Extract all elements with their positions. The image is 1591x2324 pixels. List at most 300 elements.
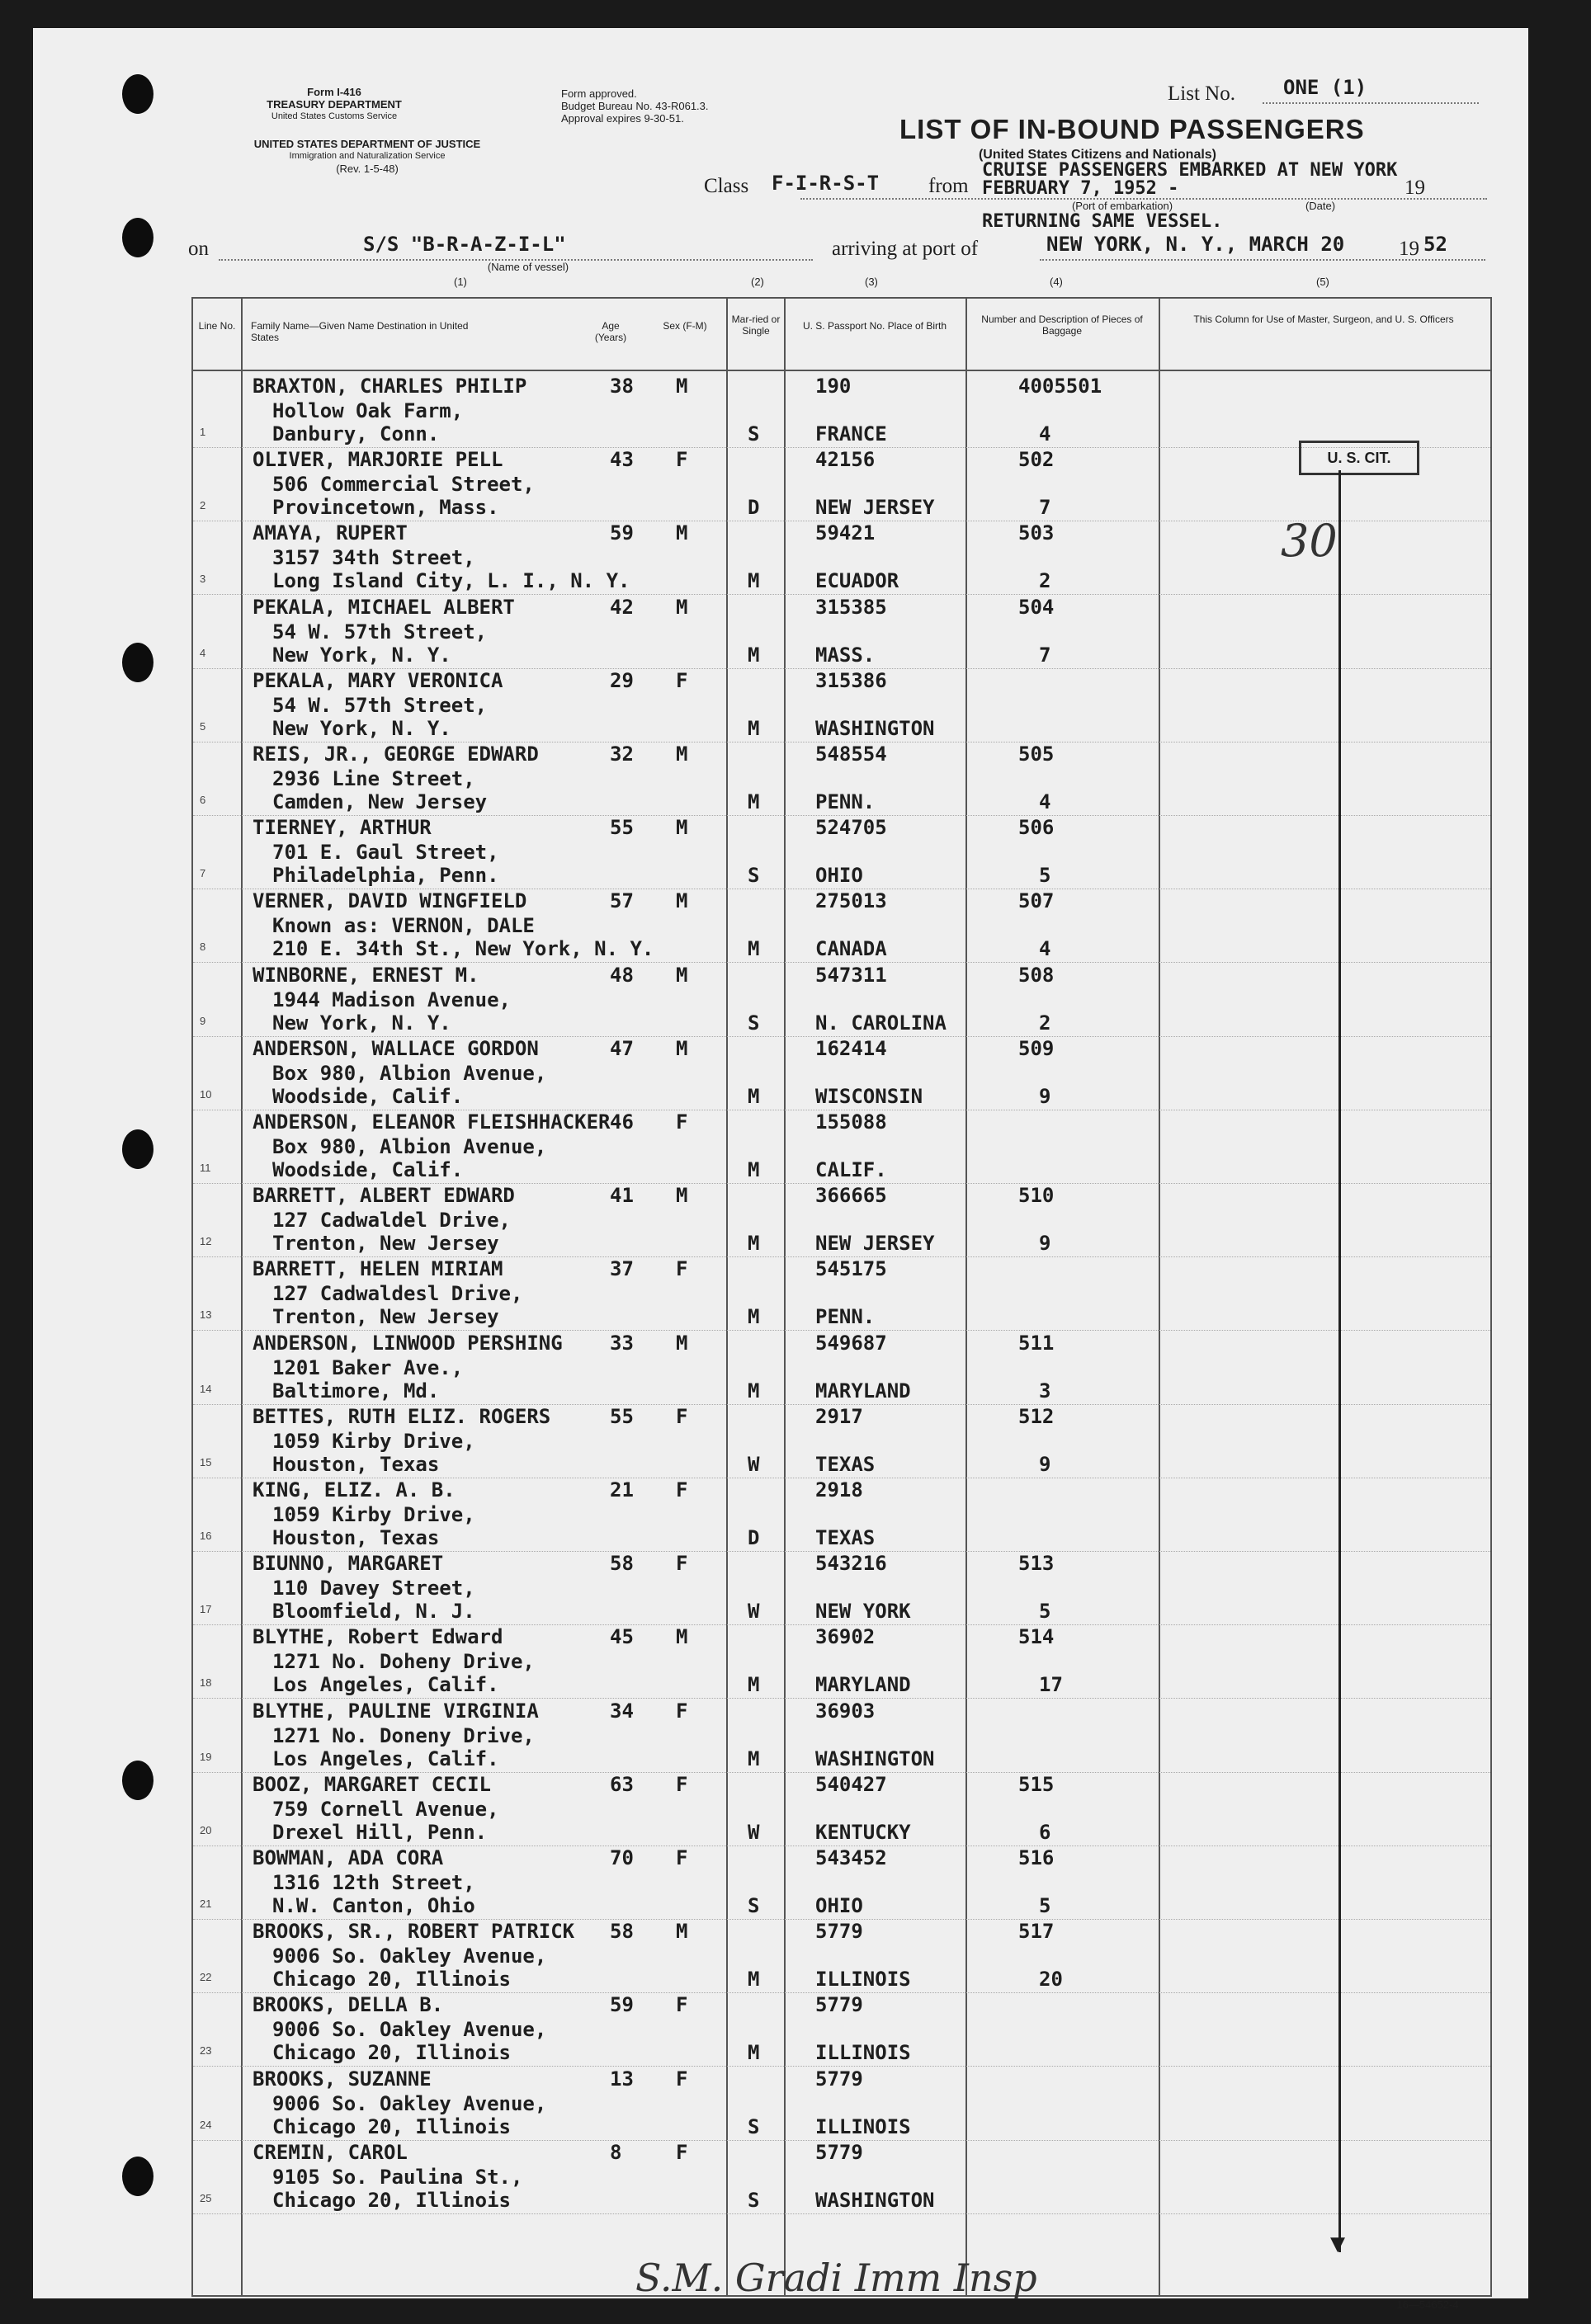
row-line-number: 17 [200, 1603, 212, 1616]
passenger-sex: F [676, 1552, 688, 1576]
row-line-number: 13 [200, 1308, 212, 1322]
address-line2: N.W. Canton, Ohio [272, 1894, 475, 1917]
row-line-number: 9 [200, 1014, 206, 1027]
address-line1: 506 Commercial Street, [272, 473, 535, 497]
place-of-birth: NEW JERSEY [815, 1232, 935, 1256]
passenger-name: PEKALA, MARY VERONICA [253, 668, 503, 692]
passenger-name: BETTES, RUTH ELIZ. ROGERS [253, 1404, 551, 1428]
marital-status: M [748, 937, 760, 961]
footer-code: 16—54652-4 [1396, 2298, 1459, 2311]
place-of-birth: WASHINGTON [815, 716, 935, 740]
binder-hole [122, 74, 153, 114]
place-of-birth: MARYLAND [815, 1379, 911, 1402]
baggage-pieces: 6 [1039, 1820, 1051, 1844]
marital-status: S [748, 422, 760, 445]
passenger-sex: F [676, 1846, 688, 1869]
marital-status: W [748, 1600, 760, 1624]
passenger-name: BROOKS, SUZANNE [253, 2067, 432, 2091]
passenger-name: BRAXTON, CHARLES PHILIP [253, 375, 527, 398]
vessel-caption: (Name of vessel) [487, 261, 569, 273]
address-line1: Box 980, Albion Avenue, [272, 1061, 547, 1085]
underline [1263, 102, 1479, 104]
col-header-name: Family Name—Given Name Destination in United States [251, 320, 469, 343]
row-line-number: 15 [200, 1455, 212, 1468]
passenger-name: BOWMAN, ADA CORA [253, 1846, 444, 1869]
address-line1: 1059 Kirby Drive, [272, 1429, 475, 1453]
date-caption: (Date) [1305, 200, 1336, 212]
passenger-sex: M [676, 963, 688, 987]
passenger-name: BLYTHE, PAULINE VIRGINIA [253, 1699, 539, 1723]
address-line2: Drexel Hill, Penn. [272, 1820, 488, 1844]
table-row [193, 1552, 1490, 1625]
table-row [193, 1405, 1490, 1478]
place-of-birth: ILLINOIS [815, 2041, 911, 2065]
passport-number: 2918 [815, 1478, 863, 1501]
baggage-pieces: 5 [1039, 1894, 1051, 1917]
address-line2: Trenton, New Jersey [272, 1232, 499, 1256]
page-subtitle: (United States Citizens and Nationals) [978, 148, 1217, 162]
passenger-age: 70 [610, 1846, 634, 1869]
passenger-name: BROOKS, SR., ROBERT PATRICK [253, 1920, 575, 1944]
address-line2: Houston, Texas [272, 1526, 440, 1549]
approval-line: Budget Bureau No. 43-R061.3. [561, 100, 709, 112]
baggage-number: 508 [1018, 963, 1055, 987]
table-row [193, 2141, 1490, 2214]
marital-status: M [748, 1747, 760, 1770]
baggage-number: 516 [1018, 1846, 1055, 1869]
passport-number: 315386 [815, 668, 887, 692]
baggage-number: 4005501 [1018, 375, 1102, 398]
place-of-birth: WASHINGTON [815, 1747, 935, 1770]
citizen-stamp: U. S. CIT. [1299, 441, 1419, 475]
arriving-port: NEW YORK, N. Y., MARCH 20 [1046, 233, 1345, 256]
marital-status: M [748, 569, 760, 593]
marital-status: S [748, 864, 760, 888]
marital-status: M [748, 716, 760, 740]
passenger-name: BOOZ, MARGARET CECIL [253, 1772, 491, 1796]
passenger-name: BARRETT, ALBERT EDWARD [253, 1184, 515, 1208]
passenger-age: 48 [610, 963, 634, 987]
passenger-name: ANDERSON, ELEANOR FLEISHHACKER [253, 1110, 611, 1134]
passport-number: 315385 [815, 595, 887, 619]
passenger-age: 55 [610, 1404, 634, 1428]
baggage-number: 517 [1018, 1920, 1055, 1944]
passenger-age: 55 [610, 816, 634, 840]
baggage-number: 507 [1018, 889, 1055, 913]
address-line2: Woodside, Calif. [272, 1158, 464, 1181]
row-line-number: 23 [200, 2044, 212, 2058]
table-row [193, 1699, 1490, 1773]
passenger-age: 37 [610, 1257, 634, 1281]
baggage-pieces: 5 [1039, 1600, 1051, 1624]
col-header-sex: Sex (F-M) [663, 320, 707, 332]
row-line-number: 12 [200, 1235, 212, 1248]
place-of-birth: CALIF. [815, 1158, 887, 1181]
place-of-birth: WISCONSIN [815, 1084, 923, 1108]
passport-number: 162414 [815, 1036, 887, 1060]
place-of-birth: ECUADOR [815, 569, 899, 593]
passenger-sex: M [676, 1331, 688, 1355]
passenger-sex: F [676, 1993, 688, 2017]
row-line-number: 24 [200, 2118, 212, 2131]
row-line-number: 21 [200, 1897, 212, 1910]
table-row [193, 816, 1490, 889]
address-line2: New York, N. Y. [272, 1011, 451, 1035]
place-of-birth: FRANCE [815, 422, 887, 445]
binder-hole [122, 1761, 153, 1800]
place-of-birth: WASHINGTON [815, 2188, 935, 2212]
row-line-number: 2 [200, 499, 206, 512]
place-of-birth: KENTUCKY [815, 1820, 911, 1844]
table-row [193, 1478, 1490, 1552]
row-divider [193, 2213, 1490, 2214]
place-of-birth: OHIO [815, 864, 863, 888]
passport-number: 275013 [815, 889, 887, 913]
passport-number: 190 [815, 375, 852, 398]
baggage-number: 506 [1018, 816, 1055, 840]
baggage-number: 513 [1018, 1552, 1055, 1576]
form-number: Form I-416 [307, 86, 361, 98]
address-line2: Long Island City, L. I., N. Y. [272, 569, 630, 593]
passenger-sex: M [676, 1036, 688, 1060]
passenger-age: 43 [610, 448, 634, 472]
address-line1: 54 W. 57th Street, [272, 693, 488, 717]
baggage-pieces: 5 [1039, 864, 1051, 888]
vessel-name: S/S "B-R-A-Z-I-L" [363, 233, 566, 256]
row-line-number: 22 [200, 1971, 212, 1984]
table-row [193, 1184, 1490, 1257]
binder-hole [122, 643, 153, 682]
address-line2: New York, N. Y. [272, 716, 451, 740]
passenger-age: 45 [610, 1625, 634, 1649]
place-of-birth: MARYLAND [815, 1673, 911, 1697]
from-value-line3: RETURNING SAME VESSEL. [982, 211, 1223, 232]
passenger-age: 57 [610, 889, 634, 913]
form-id-block [223, 86, 446, 123]
passenger-name: TIERNEY, ARTHUR [253, 816, 432, 840]
passport-number: 155088 [815, 1110, 887, 1134]
address-line2: Chicago 20, Illinois [272, 2114, 511, 2138]
address-line1: 9006 So. Oakley Avenue, [272, 2091, 547, 2115]
row-line-number: 3 [200, 573, 206, 586]
address-line1: Box 980, Albion Avenue, [272, 1135, 547, 1158]
place-of-birth: ILLINOIS [815, 2114, 911, 2138]
place-of-birth: CANADA [815, 937, 887, 961]
address-line2: Houston, Texas [272, 1452, 440, 1476]
address-line1: 3157 34th Street, [272, 546, 475, 570]
address-line1: 2936 Line Street, [272, 767, 475, 790]
passenger-age: 59 [610, 1993, 634, 2017]
doj-block [182, 138, 553, 175]
row-line-number: 6 [200, 794, 206, 806]
from-label: from [928, 175, 969, 197]
place-of-birth: TEXAS [815, 1526, 876, 1549]
passenger-name: BARRETT, HELEN MIRIAM [253, 1257, 503, 1281]
address-line1: 110 Davey Street, [272, 1577, 475, 1600]
passenger-name: ANDERSON, WALLACE GORDON [253, 1036, 539, 1060]
row-line-number: 20 [200, 1823, 212, 1836]
passenger-name: KING, ELIZ. A. B. [253, 1478, 456, 1501]
col-header-passport: U. S. Passport No. Place of Birth [802, 320, 947, 332]
table-row [193, 1110, 1490, 1184]
list-no-label: List No. [1168, 82, 1235, 105]
table-row [193, 1993, 1490, 2067]
passenger-name: BROOKS, DELLA B. [253, 1993, 444, 2017]
passport-number: 543452 [815, 1846, 887, 1869]
table-row [193, 1846, 1490, 1920]
arrow-down-icon: ▼ [1330, 2229, 1346, 2258]
address-line1: 54 W. 57th Street, [272, 620, 488, 643]
col-number: (1) [454, 276, 467, 288]
arriving-label: arriving at port of [832, 238, 979, 260]
baggage-number: 514 [1018, 1625, 1055, 1649]
passport-number: 36902 [815, 1625, 876, 1649]
from-value-line1: CRUISE PASSENGERS EMBARKED AT NEW YORK [982, 160, 1398, 181]
col-header-officers: This Column for Use of Master, Surgeon, and U. S. Officers [1193, 313, 1454, 325]
table-row [193, 2067, 1490, 2141]
address-line1: 9105 So. Paulina St., [272, 2165, 523, 2189]
place-of-birth: MASS. [815, 643, 876, 667]
passport-number: 5779 [815, 2140, 863, 2164]
passport-number: 549687 [815, 1331, 887, 1355]
page-title: LIST OF IN-BOUND PASSENGERS [899, 114, 1365, 144]
address-line2: Los Angeles, Calif. [272, 1673, 499, 1697]
passport-number: 366665 [815, 1184, 887, 1208]
row-line-number: 10 [200, 1087, 212, 1101]
row-line-number: 14 [200, 1382, 212, 1395]
marital-status: M [748, 1379, 760, 1402]
table-row [193, 1625, 1490, 1699]
passenger-name: PEKALA, MICHAEL ALBERT [253, 595, 515, 619]
address-line2: Trenton, New Jersey [272, 1305, 499, 1329]
address-line1: 1271 No. Doheny Drive, [272, 1650, 535, 1674]
passport-number: 5779 [815, 2067, 863, 2091]
passenger-name: AMAYA, RUPERT [253, 521, 408, 545]
address-line2: Danbury, Conn. [272, 422, 440, 445]
address-line2: New York, N. Y. [272, 643, 451, 667]
rev-date: (Rev. 1-5-48) [336, 163, 399, 175]
marital-status: W [748, 1452, 760, 1476]
marital-status: D [748, 1526, 760, 1549]
row-line-number: 18 [200, 1676, 212, 1690]
address-line2: Chicago 20, Illinois [272, 1968, 511, 1992]
passport-number: 545175 [815, 1257, 887, 1281]
passenger-name: OLIVER, MARJORIE PELL [253, 448, 503, 472]
baggage-pieces: 7 [1039, 496, 1051, 520]
baggage-pieces: 7 [1039, 643, 1051, 667]
passenger-name: ANDERSON, LINWOOD PERSHING [253, 1331, 563, 1355]
baggage-pieces: 2 [1039, 569, 1051, 593]
table-row [193, 448, 1490, 521]
year-prefix: 19 [1405, 177, 1425, 199]
row-line-number: 25 [200, 2191, 212, 2204]
passenger-sex: M [676, 521, 688, 545]
passenger-age: 13 [610, 2067, 634, 2091]
passport-number: 36903 [815, 1699, 876, 1723]
marital-status: S [748, 2188, 760, 2212]
address-line1: Hollow Oak Farm, [272, 399, 464, 422]
marital-status: S [748, 1894, 760, 1917]
passenger-age: 29 [610, 668, 634, 692]
place-of-birth: PENN. [815, 790, 876, 813]
table-row [193, 1773, 1490, 1846]
passenger-age: 38 [610, 375, 634, 398]
table-row [193, 1332, 1490, 1405]
row-line-number: 8 [200, 940, 206, 954]
col-number: (5) [1316, 276, 1329, 288]
address-line1: 127 Cadwaldel Drive, [272, 1209, 511, 1233]
marital-status: M [748, 643, 760, 667]
table-row [193, 1037, 1490, 1110]
header-divider [193, 370, 1490, 371]
passenger-sex: F [676, 1478, 688, 1501]
binder-hole [122, 1129, 153, 1169]
address-line1: 1271 No. Doneny Drive, [272, 1723, 535, 1747]
col-header-age: Age (Years) [594, 320, 627, 343]
passenger-sex: M [676, 375, 688, 398]
passenger-sex: M [676, 1184, 688, 1208]
marital-status: W [748, 1820, 760, 1844]
passport-number: 524705 [815, 816, 887, 840]
address-line2: Baltimore, Md. [272, 1379, 440, 1402]
officer-bracket-line [1338, 470, 1341, 2252]
col-header-line: Line No. [198, 320, 236, 332]
passport-number: 5779 [815, 1920, 863, 1944]
address-line2: Chicago 20, Illinois [272, 2041, 511, 2065]
address-line1: 1201 Baker Ave., [272, 1355, 464, 1379]
on-label: on [188, 238, 209, 260]
passenger-sex: F [676, 1110, 688, 1134]
class-value: F-I-R-S-T [772, 172, 880, 195]
baggage-number: 505 [1018, 742, 1055, 766]
baggage-number: 512 [1018, 1404, 1055, 1428]
address-line1: 759 Cornell Avenue, [272, 1797, 499, 1821]
baggage-number: 510 [1018, 1184, 1055, 1208]
approval-block [561, 87, 751, 125]
marital-status: D [748, 496, 760, 520]
baggage-pieces: 17 [1039, 1673, 1063, 1697]
address-line1: 9006 So. Oakley Avenue, [272, 1945, 547, 1968]
passenger-age: 58 [610, 1920, 634, 1944]
address-line1: 127 Cadwaldesl Drive, [272, 1282, 523, 1306]
passenger-name: BLYTHE, Robert Edward [253, 1625, 503, 1649]
passenger-sex: F [676, 1257, 688, 1281]
marital-status: M [748, 1673, 760, 1697]
passenger-table [191, 297, 1492, 2297]
passport-number: 42156 [815, 448, 876, 472]
passenger-age: 63 [610, 1772, 634, 1796]
baggage-number: 511 [1018, 1331, 1055, 1355]
col-number: (3) [865, 276, 878, 288]
marital-status: M [748, 1232, 760, 1256]
passenger-sex: F [676, 1699, 688, 1723]
marital-status: M [748, 1084, 760, 1108]
list-no-value: ONE (1) [1283, 76, 1367, 99]
passenger-age: 33 [610, 1331, 634, 1355]
baggage-number: 509 [1018, 1036, 1055, 1060]
passenger-age: 34 [610, 1699, 634, 1723]
passport-number: 540427 [815, 1772, 887, 1796]
passport-number: 59421 [815, 521, 876, 545]
arriving-year-prefix: 19 [1399, 238, 1419, 260]
passenger-age: 58 [610, 1552, 634, 1576]
address-line2: Provincetown, Mass. [272, 496, 499, 520]
baggage-number: 504 [1018, 595, 1055, 619]
passenger-sex: F [676, 2067, 688, 2091]
passenger-age: 59 [610, 521, 634, 545]
passenger-name: REIS, JR., GEORGE EDWARD [253, 742, 539, 766]
passenger-sex: F [676, 448, 688, 472]
passenger-count: 30 [1281, 515, 1338, 567]
baggage-pieces: 9 [1039, 1084, 1051, 1108]
baggage-pieces: 4 [1039, 937, 1051, 961]
place-of-birth: N. CAROLINA [815, 1011, 947, 1035]
baggage-pieces: 9 [1039, 1232, 1051, 1256]
marital-status: M [748, 1158, 760, 1181]
baggage-number: 515 [1018, 1772, 1055, 1796]
marital-status: S [748, 1011, 760, 1035]
marital-status: M [748, 1305, 760, 1329]
row-line-number: 4 [200, 646, 206, 659]
table-row [193, 596, 1490, 669]
address-line1: Known as: VERNON, DALE [272, 914, 535, 938]
col-number: (2) [751, 276, 764, 288]
passenger-name: CREMIN, CAROL [253, 2140, 408, 2164]
passenger-sex: M [676, 816, 688, 840]
row-line-number: 1 [200, 426, 206, 438]
place-of-birth: TEXAS [815, 1452, 876, 1476]
baggage-pieces: 4 [1039, 790, 1051, 813]
place-of-birth: ILLINOIS [815, 1968, 911, 1992]
passenger-sex: M [676, 889, 688, 913]
passenger-age: 21 [610, 1478, 634, 1501]
address-line2: Bloomfield, N. J. [272, 1600, 475, 1624]
class-label: Class [704, 175, 749, 197]
marital-status: M [748, 1968, 760, 1992]
arriving-year: 52 [1423, 233, 1447, 256]
col-number: (4) [1050, 276, 1063, 288]
col-header-married: Mar-ried or Single [731, 313, 781, 337]
place-of-birth: OHIO [815, 1894, 863, 1917]
row-line-number: 11 [200, 1162, 211, 1174]
passenger-sex: F [676, 2140, 688, 2164]
row-line-number: 5 [200, 719, 206, 733]
passport-number: 5779 [815, 1993, 863, 2017]
address-line2: 210 E. 34th St., New York, N. Y. [272, 937, 654, 961]
table-row [193, 669, 1490, 742]
address-line1: 9006 So. Oakley Avenue, [272, 2018, 547, 2042]
baggage-pieces: 4 [1039, 422, 1051, 445]
passenger-age: 32 [610, 742, 634, 766]
customs-service: United States Customs Service [271, 111, 398, 121]
passport-number: 543216 [815, 1552, 887, 1576]
table-row [193, 1920, 1490, 1993]
baggage-number: 502 [1018, 448, 1055, 472]
doj-title: UNITED STATES DEPARTMENT OF JUSTICE [253, 138, 481, 150]
passenger-sex: M [676, 595, 688, 619]
address-line1: 1059 Kirby Drive, [272, 1503, 475, 1526]
marital-status: M [748, 790, 760, 813]
address-line1: 701 E. Gaul Street, [272, 841, 499, 865]
inspector-signature: S.M. Gradi Imm Insp [635, 2256, 1037, 2300]
baggage-number: 503 [1018, 521, 1055, 545]
marital-status: S [748, 2114, 760, 2138]
address-line1: 1944 Madison Avenue, [272, 988, 511, 1011]
row-line-number: 7 [200, 867, 206, 880]
address-line1: 1316 12th Street, [272, 1871, 475, 1894]
passenger-sex: M [676, 1625, 688, 1649]
address-line2: Philadelphia, Penn. [272, 864, 499, 888]
